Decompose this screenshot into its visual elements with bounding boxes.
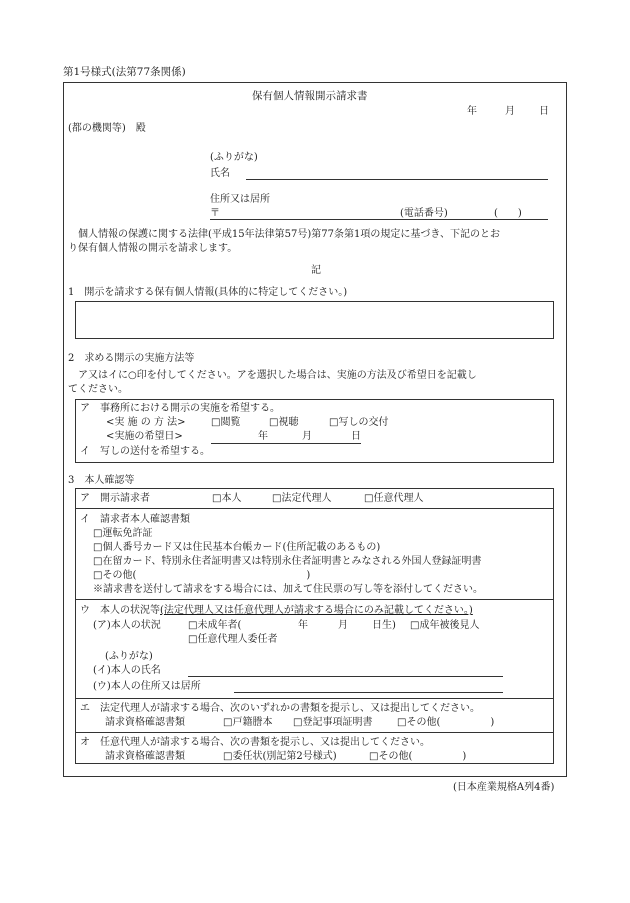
sec1-heading: 1 開示を請求する保有個人情報(具体的に特定してください。) <box>68 287 348 298</box>
phone-paren: ( ) <box>494 208 522 219</box>
wish-day: 日 <box>351 431 361 442</box>
minor-born: 日生) <box>372 620 396 631</box>
address-label: 住所又は居所 <box>210 194 270 205</box>
person-status-label: (ア)本人の状況 <box>93 620 161 631</box>
sec3-i-title: イ 請求者本人確認書類 <box>80 514 190 525</box>
person-name-field[interactable] <box>188 676 503 677</box>
sec3-o-line: オ 任意代理人が請求する場合、次の書類を提示し、又は提出してください。 <box>80 737 430 748</box>
addressee: (都の機関等) 殿 <box>68 123 146 134</box>
sec3-a-label: ア 開示請求者 <box>80 493 150 504</box>
sec3-u-prefix: ウ 本人の状況等 <box>80 605 160 616</box>
method-view-checkbox[interactable]: □閲覧 <box>211 417 241 428</box>
sec3-divider <box>76 508 553 509</box>
e-other-checkbox[interactable]: □その他( ) <box>397 717 495 728</box>
form-title: 保有個人情報開示請求書 <box>252 90 368 102</box>
sec2-heading: 2 求める開示の実施方法等 <box>68 353 195 364</box>
postal-mark: 〒 <box>210 208 220 219</box>
name-label: 氏名 <box>210 168 230 179</box>
name-field[interactable] <box>246 179 548 180</box>
sec2-option-i[interactable]: イ 写しの送付を希望する。 <box>80 446 210 457</box>
sec3-e-line: エ 法定代理人が請求する場合、次のいずれかの書類を提示し、又は提出してください。 <box>80 703 480 714</box>
intro-line-1: 個人情報の保護に関する法律(平成15年法律第57号)第77条第1項の規定に基づき、下記のとお <box>68 229 500 240</box>
date-day: 日 <box>539 106 549 117</box>
sec2-option-a[interactable]: ア 事務所における開示の実施を希望する。 <box>80 403 280 414</box>
date-label: <実施の希望日> <box>106 431 183 442</box>
sec3-heading: 3 本人確認等 <box>68 475 135 486</box>
minor-month: 月 <box>338 620 348 631</box>
intro-line-2: り保有個人情報の開示を請求します。 <box>68 243 238 254</box>
koseki-checkbox[interactable]: □戸籍謄本 <box>223 717 273 728</box>
o-doc-label: 請求資格確認書類 <box>105 751 185 762</box>
consigner-checkbox[interactable]: □任意代理人委任者 <box>188 634 278 645</box>
e-doc-label: 請求資格確認書類 <box>105 717 185 728</box>
sec2-note-1: ア又はイに○印を付してください。アを選択した場合は、実施の方法及び希望日を記載し <box>68 370 477 381</box>
phone-label: (電話番号) <box>400 208 448 219</box>
sec2-note-2: てください。 <box>68 384 128 395</box>
sec2-box <box>75 399 554 463</box>
requester-voluntary-checkbox[interactable]: □任意代理人 <box>364 493 424 504</box>
wish-year: 年 <box>258 431 268 442</box>
registry-checkbox[interactable]: □登記事項証明書 <box>293 717 373 728</box>
power-of-attorney-checkbox[interactable]: □委任状(別記第2号様式) <box>223 751 337 762</box>
id-other-checkbox[interactable]: □その他( ) <box>93 570 311 581</box>
date-month: 月 <box>505 106 515 117</box>
furigana-label: (ふりがな) <box>210 152 258 163</box>
id-mynumber-checkbox[interactable]: □個人番号カード又は住民基本台帳カード(住所記載のあるもの) <box>93 542 381 553</box>
id-residence-card-checkbox[interactable]: □在留カード、特別永住者証明書又は特別永住者証明書とみなされる外国人登録証明書 <box>93 556 482 567</box>
requester-legal-checkbox[interactable]: □法定代理人 <box>272 493 332 504</box>
date-year: 年 <box>467 106 477 117</box>
person-address-label: (ウ)本人の住所又は居所 <box>93 681 201 692</box>
method-label: <実 施 の 方 法> <box>106 417 186 428</box>
form-frame <box>63 82 567 777</box>
sec1-input-box[interactable] <box>75 301 554 339</box>
ki-mark: 記 <box>311 265 321 276</box>
minor-year: 年 <box>298 620 308 631</box>
sec3-u-heading <box>80 605 473 617</box>
method-copy-checkbox[interactable]: □写しの交付 <box>329 417 389 428</box>
minor-checkbox[interactable]: □未成年者( <box>188 620 242 631</box>
person-address-field[interactable] <box>234 692 503 693</box>
o-other-checkbox[interactable]: □その他( ) <box>369 751 467 762</box>
sec3-divider <box>76 698 553 699</box>
sec3-u-underlined: (法定代理人又は任意代理人が請求する場合にのみ記載してください。) <box>160 605 473 616</box>
sec3-box <box>75 488 554 764</box>
address-field[interactable] <box>210 219 548 220</box>
adult-ward-checkbox[interactable]: □成年被後見人 <box>410 620 480 631</box>
person-name-label: (イ)本人の氏名 <box>93 665 161 676</box>
requester-self-checkbox[interactable]: □本人 <box>212 493 242 504</box>
form-number: 第1号様式(法第77条関係) <box>63 66 186 78</box>
wish-month: 月 <box>302 431 312 442</box>
id-note: ※請求書を送付して請求をする場合には、加えて住民票の写し等を添付してください。 <box>93 584 483 595</box>
sec3-divider <box>76 732 553 733</box>
id-license-checkbox[interactable]: □運転免許証 <box>93 528 153 539</box>
sec3-divider <box>76 599 553 600</box>
person-furigana-label: (ふりがな) <box>105 651 153 662</box>
method-listen-checkbox[interactable]: □視聴 <box>269 417 299 428</box>
wish-date-field[interactable] <box>211 443 361 444</box>
paper-size-note: (日本産業規格A列4番) <box>453 782 555 793</box>
